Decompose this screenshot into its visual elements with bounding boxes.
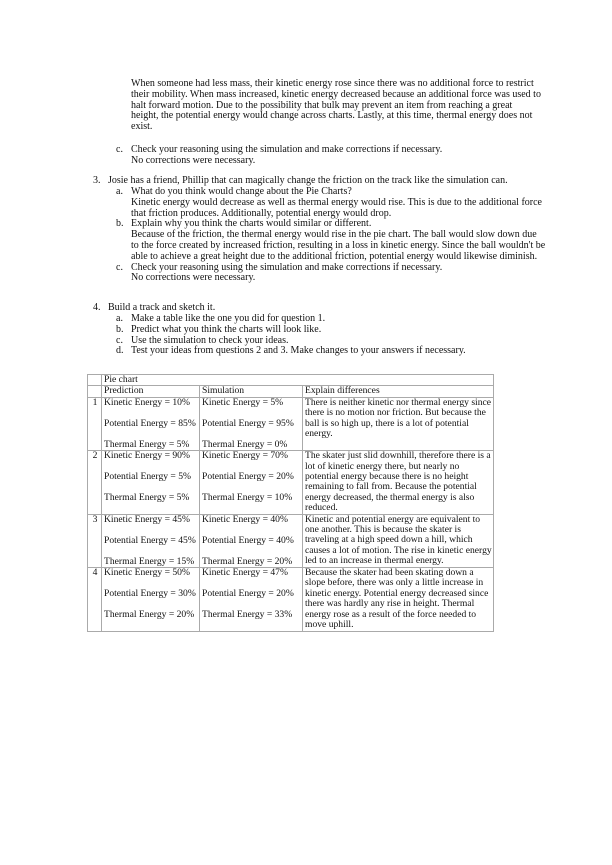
- table-header-row: [88, 386, 494, 397]
- item-label: c.: [116, 261, 123, 273]
- value: Thermal Energy = 20%: [104, 609, 195, 621]
- item-prompt: Make a table like the one you did for question 1.: [131, 313, 326, 324]
- value: Kinetic Energy = 47%: [202, 567, 288, 579]
- simulation-cell: [200, 514, 303, 567]
- q4-text: Build a track and sketch it.: [108, 302, 216, 313]
- value: Potential Energy = 85%: [104, 417, 196, 429]
- simulation-cell: [200, 568, 303, 631]
- simulation-cell: [200, 397, 303, 450]
- table-row: [88, 397, 494, 450]
- q3-item-a: [116, 186, 546, 219]
- prediction-cell: [102, 568, 200, 631]
- value: Thermal Energy = 15%: [104, 555, 195, 567]
- value: Kinetic Energy = 45%: [104, 513, 190, 525]
- table-row: [88, 568, 494, 631]
- header-simulation: Simulation: [200, 386, 303, 397]
- value: Potential Energy = 5%: [104, 471, 192, 483]
- row-number: 2: [88, 451, 102, 514]
- item-answer: Kinetic energy would decrease as well as thermal energy would rise. This is due to the additional force that friction produces. Additionally, potential energy would drop.: [131, 196, 542, 219]
- pie-chart-table: [87, 374, 494, 632]
- q3-item-b: [116, 218, 546, 262]
- item-prompt: Check your reasoning using the simulation and make corrections if necessary.: [131, 261, 443, 273]
- value: Kinetic Energy = 50%: [104, 567, 190, 579]
- value: Thermal Energy = 0%: [202, 438, 288, 450]
- item-prompt: Predict what you think the charts will look like.: [131, 323, 322, 335]
- q3-items: [116, 186, 546, 284]
- q3-text: Josie has a friend, Phillip that can magically change the friction on the track like the simulation can.: [108, 175, 508, 186]
- row-number: 3: [88, 514, 102, 567]
- q4-item-d: [116, 345, 546, 357]
- item-prompt: What do you think would change about the Pie Charts?: [131, 186, 352, 197]
- table-title: Pie chart: [102, 375, 494, 386]
- q2c-prompt: Check your reasoning using the simulation and make corrections if necessary.: [131, 144, 443, 155]
- item-label: a.: [116, 313, 123, 324]
- explain-cell: There is neither kinetic nor thermal energy since there is no motion nor friction. But because the ball is so high up, there is a lot of potential energy.: [303, 397, 494, 450]
- explain-cell: The skater just slid downhill, therefore there is a lot of kinetic energy there, but nearly no potential energy because there is no height remaining to fall from. Because the potential energy decreased, the thermal energy is also reduced.: [303, 451, 494, 514]
- item-prompt: Test your ideas from questions 2 and 3. Make changes to your answers if necessary.: [131, 345, 466, 357]
- value: Kinetic Energy = 90%: [104, 450, 190, 462]
- value: Potential Energy = 20%: [202, 471, 294, 483]
- row-number: 4: [88, 568, 102, 631]
- value: Thermal Energy = 5%: [104, 492, 190, 504]
- value: Potential Energy = 40%: [202, 534, 294, 546]
- value: Thermal Energy = 33%: [202, 609, 293, 621]
- q2c-label: c.: [116, 144, 123, 155]
- intro-paragraph: When someone had less mass, their kinetic energy rose since there was no additional force to restrict their mobility. When mass increased, kinetic energy decreased because an additional force was used to halt forward motion. Due to the possibility that bulk may prevent an item from reaching a great height, the potential energy would change across charts. Lastly, at this time, thermal energy does not exist.: [131, 78, 541, 133]
- value: Kinetic Energy = 10%: [104, 396, 190, 408]
- item-label: c.: [116, 334, 123, 346]
- value: Thermal Energy = 10%: [202, 492, 293, 504]
- table-row: [88, 514, 494, 567]
- prediction-cell: [102, 514, 200, 567]
- header-explain: Explain differences: [303, 386, 494, 397]
- q2c-answer: No corrections were necessary.: [131, 154, 256, 166]
- value: Thermal Energy = 20%: [202, 555, 293, 567]
- q4-items: [116, 313, 546, 357]
- prediction-cell: [102, 451, 200, 514]
- value: Potential Energy = 95%: [202, 417, 294, 429]
- value: Kinetic Energy = 70%: [202, 450, 288, 462]
- item-answer: No corrections were necessary.: [131, 272, 256, 284]
- value: Kinetic Energy = 5%: [202, 396, 284, 408]
- explain-cell: Because the skater had been skating down a slope before, there was only a little increase in kinetic energy. Potential energy decreased since there was hardly any rise in height. Thermal energy rose as a result of the force needed to move uphill.: [303, 568, 494, 631]
- item-prompt: Explain why you think the charts would similar or different.: [131, 218, 372, 230]
- item-prompt: Use the simulation to check your ideas.: [131, 334, 289, 346]
- item-label: b.: [116, 323, 124, 335]
- value: Thermal Energy = 5%: [104, 438, 190, 450]
- item-answer: Because of the friction, the thermal energy would rise in the pie chart. The ball would slow down due to the force created by increased friction, resulting in a loss in kinetic energy. Since the ball wouldn't be able to achieve a great height due to the additional friction, potential energy would likewise diminish.: [131, 229, 546, 262]
- value: Kinetic Energy = 40%: [202, 513, 288, 525]
- header-prediction: Prediction: [102, 386, 200, 397]
- value: Potential Energy = 20%: [202, 588, 294, 600]
- explain-cell: Kinetic and potential energy are equivalent to one another. This is because the skater is traveling at a high speed down a hill, which causes a lot of motion. The rise in kinetic energy led to an increase in thermal energy.: [303, 514, 494, 567]
- q3-number: 3.: [93, 175, 101, 186]
- table-title-row: [88, 375, 494, 386]
- table-row: [88, 451, 494, 514]
- value: Potential Energy = 30%: [104, 588, 196, 600]
- item-label: b.: [116, 218, 124, 230]
- item-label: d.: [116, 345, 124, 357]
- q2c: [131, 145, 541, 167]
- row-number: 1: [88, 397, 102, 450]
- simulation-cell: [200, 451, 303, 514]
- q3-item-c: [116, 261, 546, 285]
- prediction-cell: [102, 397, 200, 450]
- item-label: a.: [116, 186, 123, 197]
- q4-number: 4.: [93, 302, 101, 313]
- value: Potential Energy = 45%: [104, 534, 196, 546]
